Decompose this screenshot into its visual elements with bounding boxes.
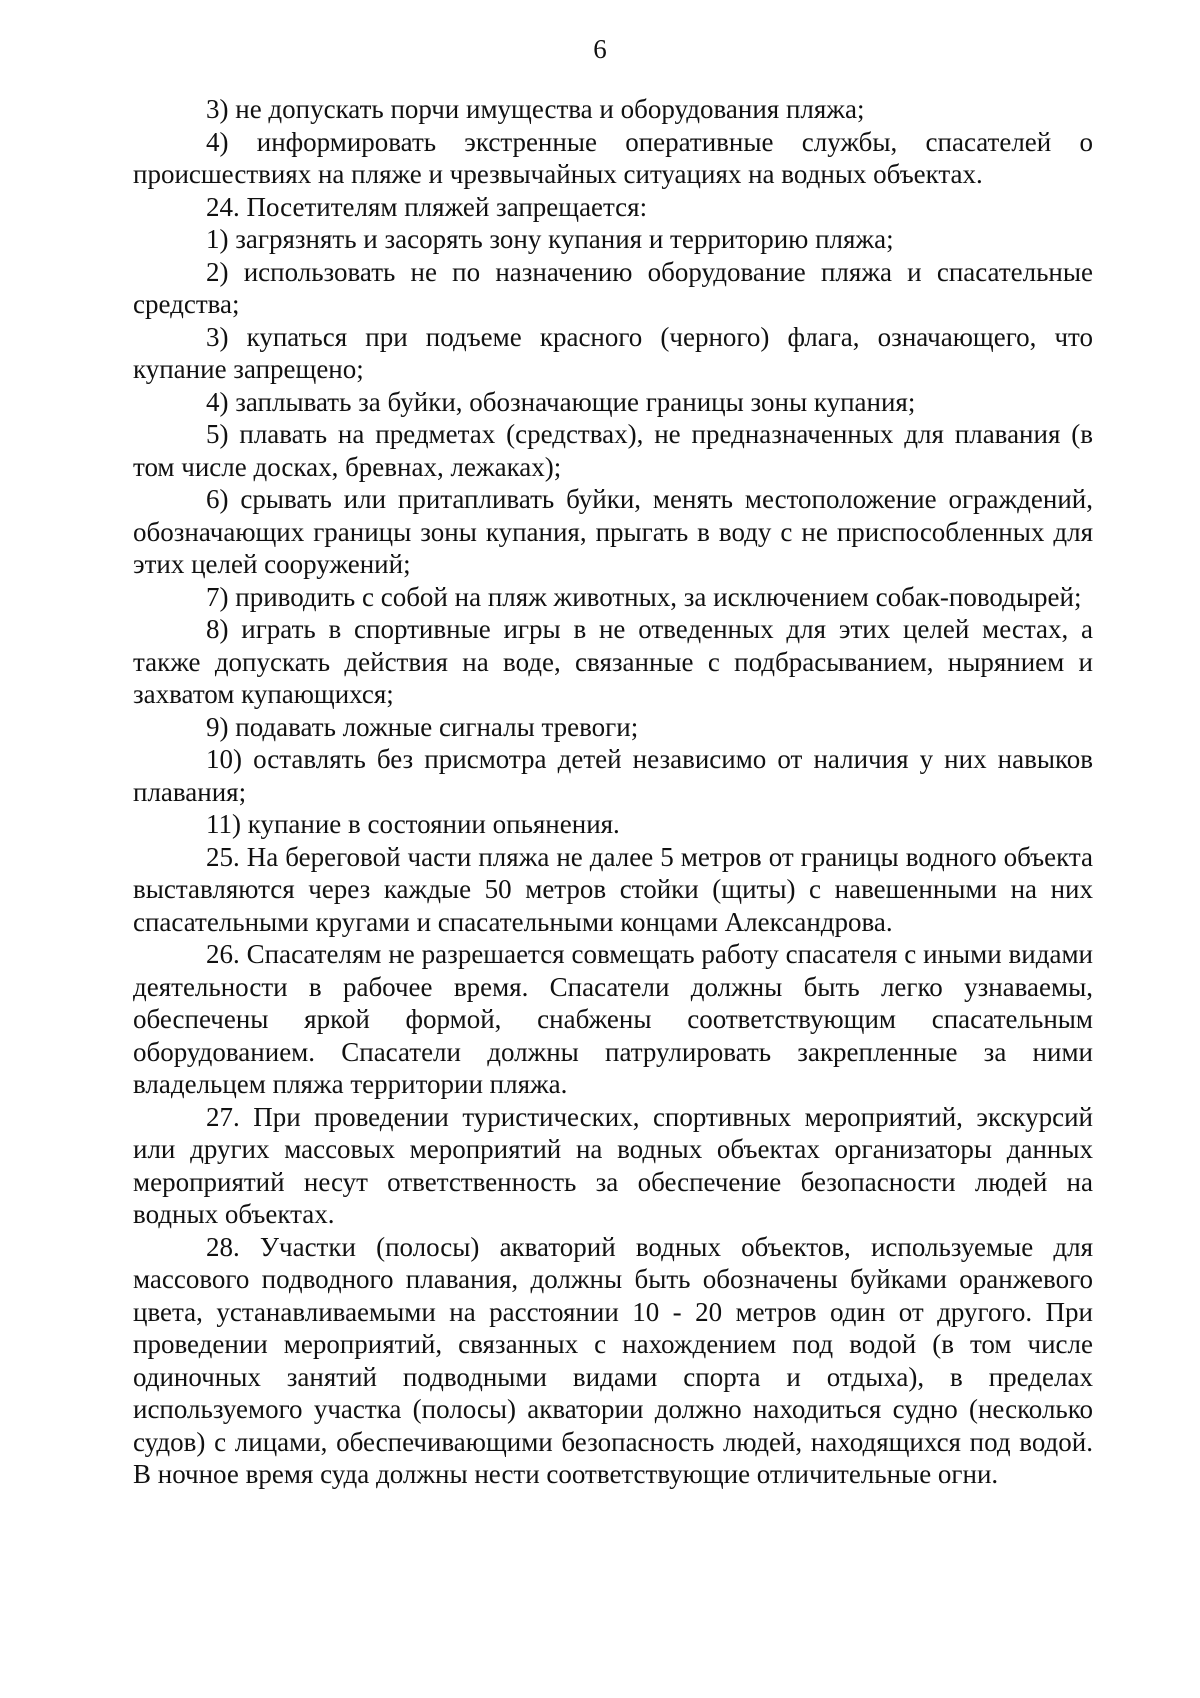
paragraph: 3) не допускать порчи имущества и оборудования пляжа;	[206, 94, 865, 124]
paragraph: 24. Посетителям пляжей запрещается:	[206, 191, 648, 222]
paragraph: 9) подавать ложные сигналы тревоги;	[206, 711, 639, 742]
paragraph: 10) оставлять без присмотра детей независимо от наличия у них навыков плавания;	[133, 744, 1093, 807]
paragraph: 26. Спасателям не разрешается совмещать работу спасателя с иными видами деятельности в рабочее время. Спасатели должны быть легко узнаваемы, обеспечены яркой формой, снабжены соответствующим спасательным оборудованием. Спасатели должны патрулировать закрепленные за ними владельцем пляжа территории пляжа.	[133, 939, 1093, 1099]
paragraph: 2) использовать не по назначению оборудование пляжа и спасательные средства;	[133, 256, 1093, 319]
page-number: 6	[593, 34, 607, 64]
paragraph: 27. При проведении туристических, спортивных мероприятий, экскурсий или других массовых мероприятий на водных объектах организаторы данных мероприятий несут ответственность за обеспечение безопасности людей на водных объектах.	[133, 1101, 1093, 1229]
paragraph: 5) плавать на предметах (средствах), не предназначенных для плавания (в том числе досках, бревнах, лежаках);	[133, 419, 1093, 482]
paragraph: 25. На береговой части пляжа не далее 5 метров от границы водного объекта выставляются через каждые 50 метров стойки (щиты) с навешенными на них спасательными кругами и спасательными концами Александрова.	[133, 841, 1093, 937]
paragraph: 3) купаться при подъеме красного (черного) флага, означающего, что купание запрещено;	[133, 321, 1093, 384]
document-body	[133, 93, 1093, 1491]
paragraph: 4) заплывать за буйки, обозначающие границы зоны купания;	[206, 386, 916, 417]
paragraph: 11) купание в состоянии опьянения.	[206, 809, 620, 839]
paragraph: 1) загрязнять и засорять зону купания и территорию пляжа;	[206, 224, 894, 254]
paragraph: 4) информировать экстренные оперативные службы, спасателей о происшествиях на пляже и чрезвычайных ситуациях на водных объектах.	[133, 126, 1093, 189]
paragraph: 28. Участки (полосы) акваторий водных объектов, используемые для массового подводного плавания, должны быть обозначены буйками оранжевого цвета, устанавливаемыми на расстоянии 10 - 20 метров один от другого. При проведении мероприятий, связанных с нахождением под водой (в том числе одиночных занятий подводными видами спорта и отдыха), в пределах используемого участка (полосы) акватории должно находиться судно (несколько судов) с лицами, обеспечивающими безопасность людей, находящихся под водой. В ночное время суда должны нести соответствующие отличительные огни.	[133, 1231, 1093, 1489]
paragraph: 6) срывать или притапливать буйки, менять местоположение ограждений, обозначающих границы зоны купания, прыгать в воду с не приспособленных для этих целей сооружений;	[133, 484, 1093, 579]
paragraph: 8) играть в спортивные игры в не отведенных для этих целей местах, а также допускать действия на воде, связанные с подбрасыванием, нырянием и захватом купающихся;	[133, 614, 1093, 709]
paragraph: 7) приводить с собой на пляж животных, за исключением собак-поводырей;	[206, 581, 1082, 612]
